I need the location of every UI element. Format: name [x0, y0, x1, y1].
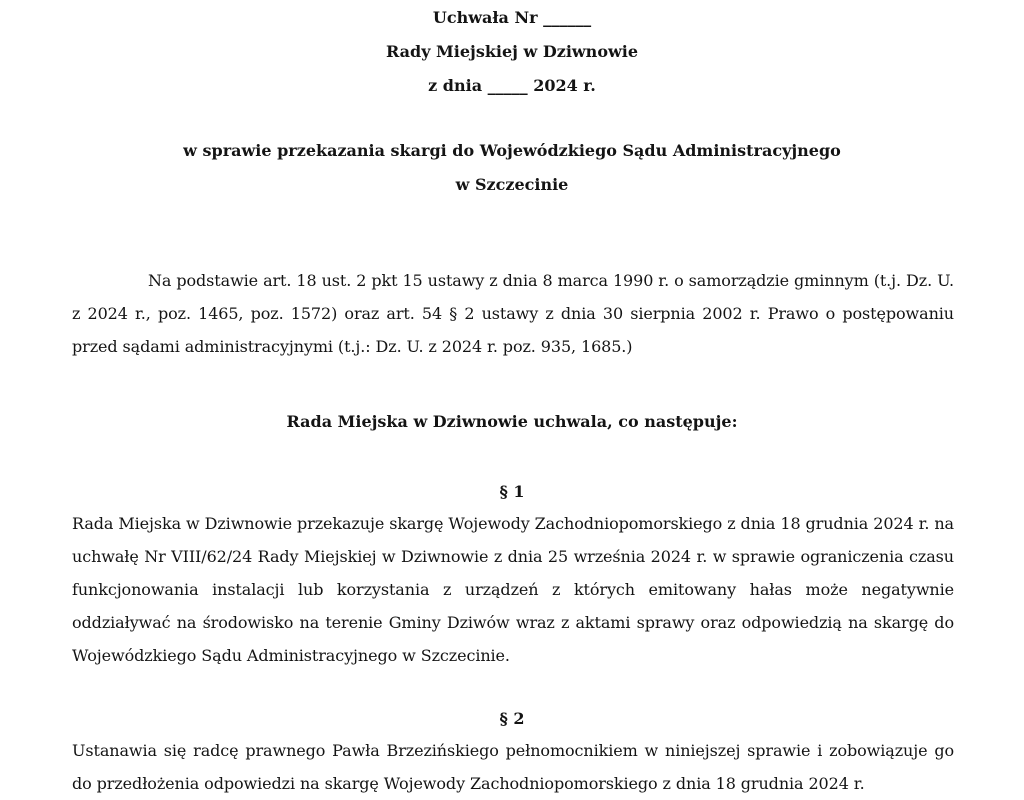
resolution-number: Uchwała Nr ______ [432, 8, 592, 27]
section-1-heading: § 1 [499, 482, 525, 501]
section-2-text: Ustanawia się radcę prawnego Pawła Brzezińskiego pełnomocnikiem w niniejszej sprawie i zobowiązuje go do przedłożenia odpowiedzi na skargę Wojewody Zachodniopomorskiego z dnia 18 grudnia 2024 r. [72, 741, 954, 793]
council-name: Rady Miejskiej w Dziwnowie [385, 42, 639, 61]
subject-line-1: w sprawie przekazania skargi do Wojewódzkiego Sądu Administracyjnego [183, 141, 841, 160]
legal-basis-paragraph [72, 264, 954, 363]
resolves-heading: Rada Miejska w Dziwnowie uchwala, co następuje: [286, 412, 738, 431]
section-1-text: Rada Miejska w Dziwnowie przekazuje skargę Wojewody Zachodniopomorskiego z dnia 18 grudnia 2024 r. na uchwałę Nr VIII/62/24 Rady Miejskiej w Dziwnowie z dnia 25 września 2024 r. w sprawie ograniczenia czasu funkcjonowania instalacji lub korzystania z urządzeń z których emitowany hałas może negatywnie oddziaływać na środowisko na terenie Gminy Dziwów wraz z aktami sprawy oraz odpowiedzią na skargę do Wojewódzkiego Sądu Administracyjnego w Szczecinie. [72, 514, 954, 665]
resolution-date: z dnia _____ 2024 r. [428, 76, 596, 95]
legal-basis-text: Na podstawie art. 18 ust. 2 pkt 15 ustawy z dnia 8 marca 1990 r. o samorządzie gminnym (t.j. Dz. U. z 2024 r., poz. 1465, poz. 1572) oraz art. 54 § 2 ustawy z dnia 30 sierpnia 2002 r. Prawo o postępowaniu przed sądami administracyjnymi (t.j.: Dz. U. z 2024 r. poz. 935, 1685.) [72, 271, 954, 356]
subject-line-2: w Szczecinie [455, 175, 569, 194]
section-1-paragraph [72, 507, 954, 672]
section-2-paragraph [72, 734, 954, 800]
section-2-heading: § 2 [499, 709, 525, 728]
